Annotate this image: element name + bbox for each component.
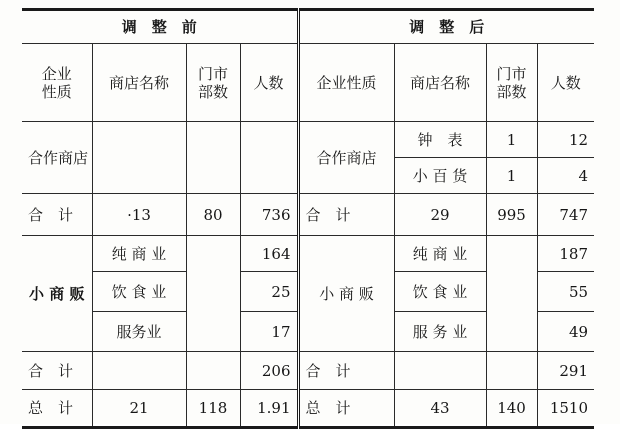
vendor-item-2-name-after: 饮 食 业 xyxy=(394,272,486,312)
grand-total-label-after: 总 计 xyxy=(298,390,394,428)
coop-total-people-before: 736 xyxy=(240,194,298,236)
coop-total-shops-before: ·13 xyxy=(92,194,186,236)
coop-total-stores-before: 80 xyxy=(186,194,240,236)
coop-total-shops-after: 29 xyxy=(394,194,486,236)
vendor-item-2-people-after: 55 xyxy=(537,272,594,312)
vendor-total-row xyxy=(22,352,594,390)
vendor-item-3-people-after: 49 xyxy=(537,312,594,352)
vendor-total-people-after: 291 xyxy=(537,352,594,390)
vendor-total-shops-after-empty xyxy=(394,352,486,390)
vendor-type-before: 小 商 贩 xyxy=(22,236,92,352)
coop-total-label-before: 合 计 xyxy=(22,194,92,236)
coop-total-stores-after: 995 xyxy=(486,194,537,236)
coop-type-before: 合作商店 xyxy=(22,122,92,194)
grand-total-people-before: 1.91 xyxy=(240,390,298,428)
vendor-total-people-before: 206 xyxy=(240,352,298,390)
vendor-stores-before-empty xyxy=(186,236,240,352)
vendor-total-stores-before-empty xyxy=(186,352,240,390)
vendor-total-label-after: 合 计 xyxy=(298,352,394,390)
col-stores-before-text: 门市 部数 xyxy=(197,64,228,101)
vendor-total-label-before: 合 计 xyxy=(22,352,92,390)
coop-item-1-people: 12 xyxy=(537,122,594,158)
grand-total-shops-before: 21 xyxy=(92,390,186,428)
vendor-type-after: 小 商 贩 xyxy=(298,236,394,352)
coop-item-2-name: 小 百 货 xyxy=(394,158,486,194)
col-shop-name-after: 商店名称 xyxy=(394,44,486,122)
vendor-total-stores-after-empty xyxy=(486,352,537,390)
coop-total-label-after: 合 计 xyxy=(298,194,394,236)
col-stores-before xyxy=(186,44,240,122)
coop-people-before-empty xyxy=(240,122,298,194)
grand-total-row xyxy=(22,390,594,428)
coop-item-2-stores: 1 xyxy=(486,158,537,194)
coop-item-1-stores: 1 xyxy=(486,122,537,158)
vendor-item-1-people-before: 164 xyxy=(240,236,298,272)
vendor-item-2-people-before: 25 xyxy=(240,272,298,312)
vendor-item-3-people-before: 17 xyxy=(240,312,298,352)
vendor-stores-after-empty xyxy=(486,236,537,352)
col-stores-after-text: 门市 部数 xyxy=(496,64,527,101)
vendor-item-3-name-before: 服务业 xyxy=(92,312,186,352)
coop-item-1-name: 钟 表 xyxy=(394,122,486,158)
col-stores-after xyxy=(486,44,537,122)
grand-total-shops-after: 43 xyxy=(394,390,486,428)
col-enterprise-type-before xyxy=(22,44,92,122)
grand-total-stores-after: 140 xyxy=(486,390,537,428)
grand-total-label-before: 总 计 xyxy=(22,390,92,428)
section-header-row xyxy=(22,10,594,44)
column-header-row xyxy=(22,44,594,122)
col-shop-name-before: 商店名称 xyxy=(92,44,186,122)
coop-total-row xyxy=(22,194,594,236)
vendor-item-1-people-after: 187 xyxy=(537,236,594,272)
vendor-row-1 xyxy=(22,236,594,272)
coop-total-people-after: 747 xyxy=(537,194,594,236)
coop-shop-before-empty xyxy=(92,122,186,194)
coop-item-2-people: 4 xyxy=(537,158,594,194)
vendor-total-shops-before-empty xyxy=(92,352,186,390)
adjustment-table xyxy=(22,8,594,429)
header-before: 调 整 前 xyxy=(22,10,298,44)
coop-stores-before-empty xyxy=(186,122,240,194)
col-people-before: 人数 xyxy=(240,44,298,122)
col-people-after: 人数 xyxy=(537,44,594,122)
vendor-item-3-name-after: 服 务 业 xyxy=(394,312,486,352)
coop-type-after: 合作商店 xyxy=(298,122,394,194)
vendor-item-1-name-after: 纯 商 业 xyxy=(394,236,486,272)
col-enterprise-type-before-text: 企业 性质 xyxy=(41,64,72,101)
vendor-item-1-name-before: 纯 商 业 xyxy=(92,236,186,272)
col-enterprise-type-after: 企业性质 xyxy=(298,44,394,122)
grand-total-stores-before: 118 xyxy=(186,390,240,428)
coop-row-1 xyxy=(22,122,594,158)
grand-total-people-after: 1510 xyxy=(537,390,594,428)
header-after: 调 整 后 xyxy=(298,10,594,44)
vendor-item-2-name-before: 饮 食 业 xyxy=(92,272,186,312)
